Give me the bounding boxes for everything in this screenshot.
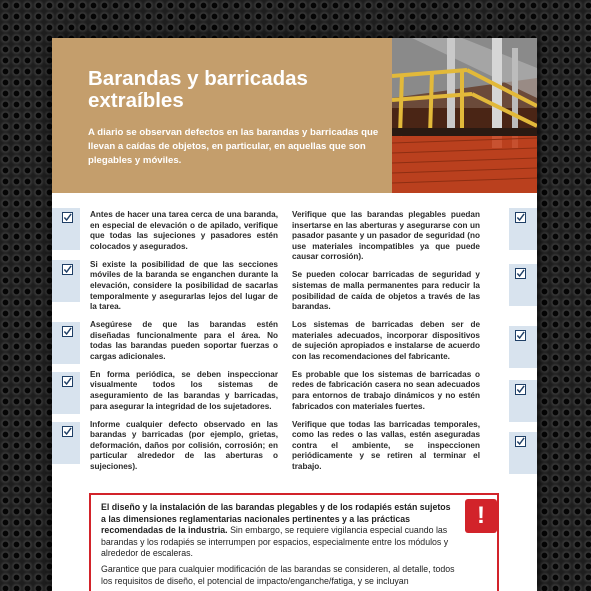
checked-box-icon[interactable] — [62, 326, 73, 337]
checkbox-cell — [509, 208, 537, 250]
checked-box-icon[interactable] — [515, 268, 526, 279]
header-banner — [52, 38, 537, 193]
checkbox-cell — [509, 432, 537, 474]
checked-box-icon[interactable] — [515, 436, 526, 447]
checklist-item: Verifique que todas las barricadas temporales, como las redes o las vallas, estén aseguradas contra el ambiente, se inspeccionen periódicamente y se retiren al terminar el trabajo. — [292, 419, 480, 472]
checklist-item: Es probable que los sistemas de barricadas o redes de fabricación casera no sean adecuados para entornos de trabajo dinámicos y no estén fabricados con materiales fuertes. — [292, 369, 480, 411]
header-text-panel — [52, 38, 392, 193]
checkbox-cell — [509, 264, 537, 306]
checklist-item: Se pueden colocar barricadas de seguridad y sistemas de malla permanentes para reducir la posibilidad de caída de objetos a través de las barandas. — [292, 270, 480, 312]
checklist-item: Antes de hacer una tarea cerca de una baranda, en especial de elevación o de apilado, verifique que todas las sujeciones y pasadores estén colocados y asegurados. — [90, 210, 278, 251]
checklist-item: En forma periódica, se deben inspeccionar visualmente todos los sistemas de aseguramiento de las barandas y barricadas, para asegurar la integridad de los sujetadores. — [90, 369, 278, 411]
checked-box-icon[interactable] — [62, 426, 73, 437]
checked-box-icon[interactable] — [515, 330, 526, 341]
warning-box — [89, 493, 499, 591]
checkbox-cell — [52, 322, 80, 364]
page-subtitle: A diario se observan defectos en las barandas y barricadas que llevan a caídas de objetos, en particular, en aquellas que son plegables y móviles. — [88, 127, 379, 166]
left-column — [90, 210, 278, 480]
page-title: Barandas y barricadas extraíbles — [88, 67, 308, 112]
checked-box-icon[interactable] — [515, 384, 526, 395]
checklist-item: Los sistemas de barricadas deben ser de materiales adecuados, incorporar dispositivos de sujeción apropiados e instalarse de acuerdo con las recomendaciones del fabricante. — [292, 320, 480, 361]
checkbox-cell — [52, 260, 80, 302]
checklist-item: Asegúrese de que las barandas estén diseñadas funcionalmente para el área. No todas las barandas pueden soportar fuerzas o cargas adicionales. — [90, 320, 278, 361]
checklist-item: Informe cualquier defecto observado en las barandas y barricadas (por ejemplo, grietas, deformación, daños por colisión, corrosión; en particular alrededor de las aberturas o sujeciones). — [90, 419, 278, 472]
checked-box-icon[interactable] — [62, 212, 73, 223]
warning-normal-text: Sin embargo, se requiere vigilancia especial cuando las barandas y los rodapiés se interrumpen por espacios, especialmente entre los módulos y alrededor de escaleras. — [101, 525, 449, 559]
yellow-railing-photo — [392, 38, 537, 193]
checklist-item: Si existe la posibilidad de que las secciones móviles de la baranda se enganchen durante la elevación, considere la posibilidad de sacarlas temporalmente y asegurarlas lejos del lugar de la tarea. — [90, 259, 278, 312]
warning-paragraph-2: Garantice que para cualquier modificación de las barandas se consideren, al detalle, todos los requisitos de diseño, el potencial de impacto/enganche/fatiga, y se incluyan — [101, 563, 455, 586]
exclamation-icon: ! — [465, 499, 497, 533]
checkbox-cell — [52, 208, 80, 250]
checkbox-cell — [509, 380, 537, 422]
checkbox-cell — [52, 372, 80, 414]
info-sheet — [52, 38, 537, 591]
checked-box-icon[interactable] — [515, 212, 526, 223]
checklist-item: Verifique que las barandas plegables puedan insertarse en las aberturas y asegurarse con un pasador pasante y un pasador de seguridad (no use materiales incompatibles ya que puede causar corrosión). — [292, 210, 480, 262]
checkbox-cell — [509, 326, 537, 368]
checkbox-cell — [52, 422, 80, 464]
warning-strong-text: El diseño y la instalación de las barandas plegables y de los rodapiés están sujetos a las dimensiones reglamentarias nacionales pertinentes y a las prácticas recomendadas de la industria. — [101, 502, 451, 536]
checked-box-icon[interactable] — [62, 376, 73, 387]
checked-box-icon[interactable] — [62, 264, 73, 275]
right-column — [292, 210, 480, 480]
warning-paragraph — [101, 502, 457, 560]
